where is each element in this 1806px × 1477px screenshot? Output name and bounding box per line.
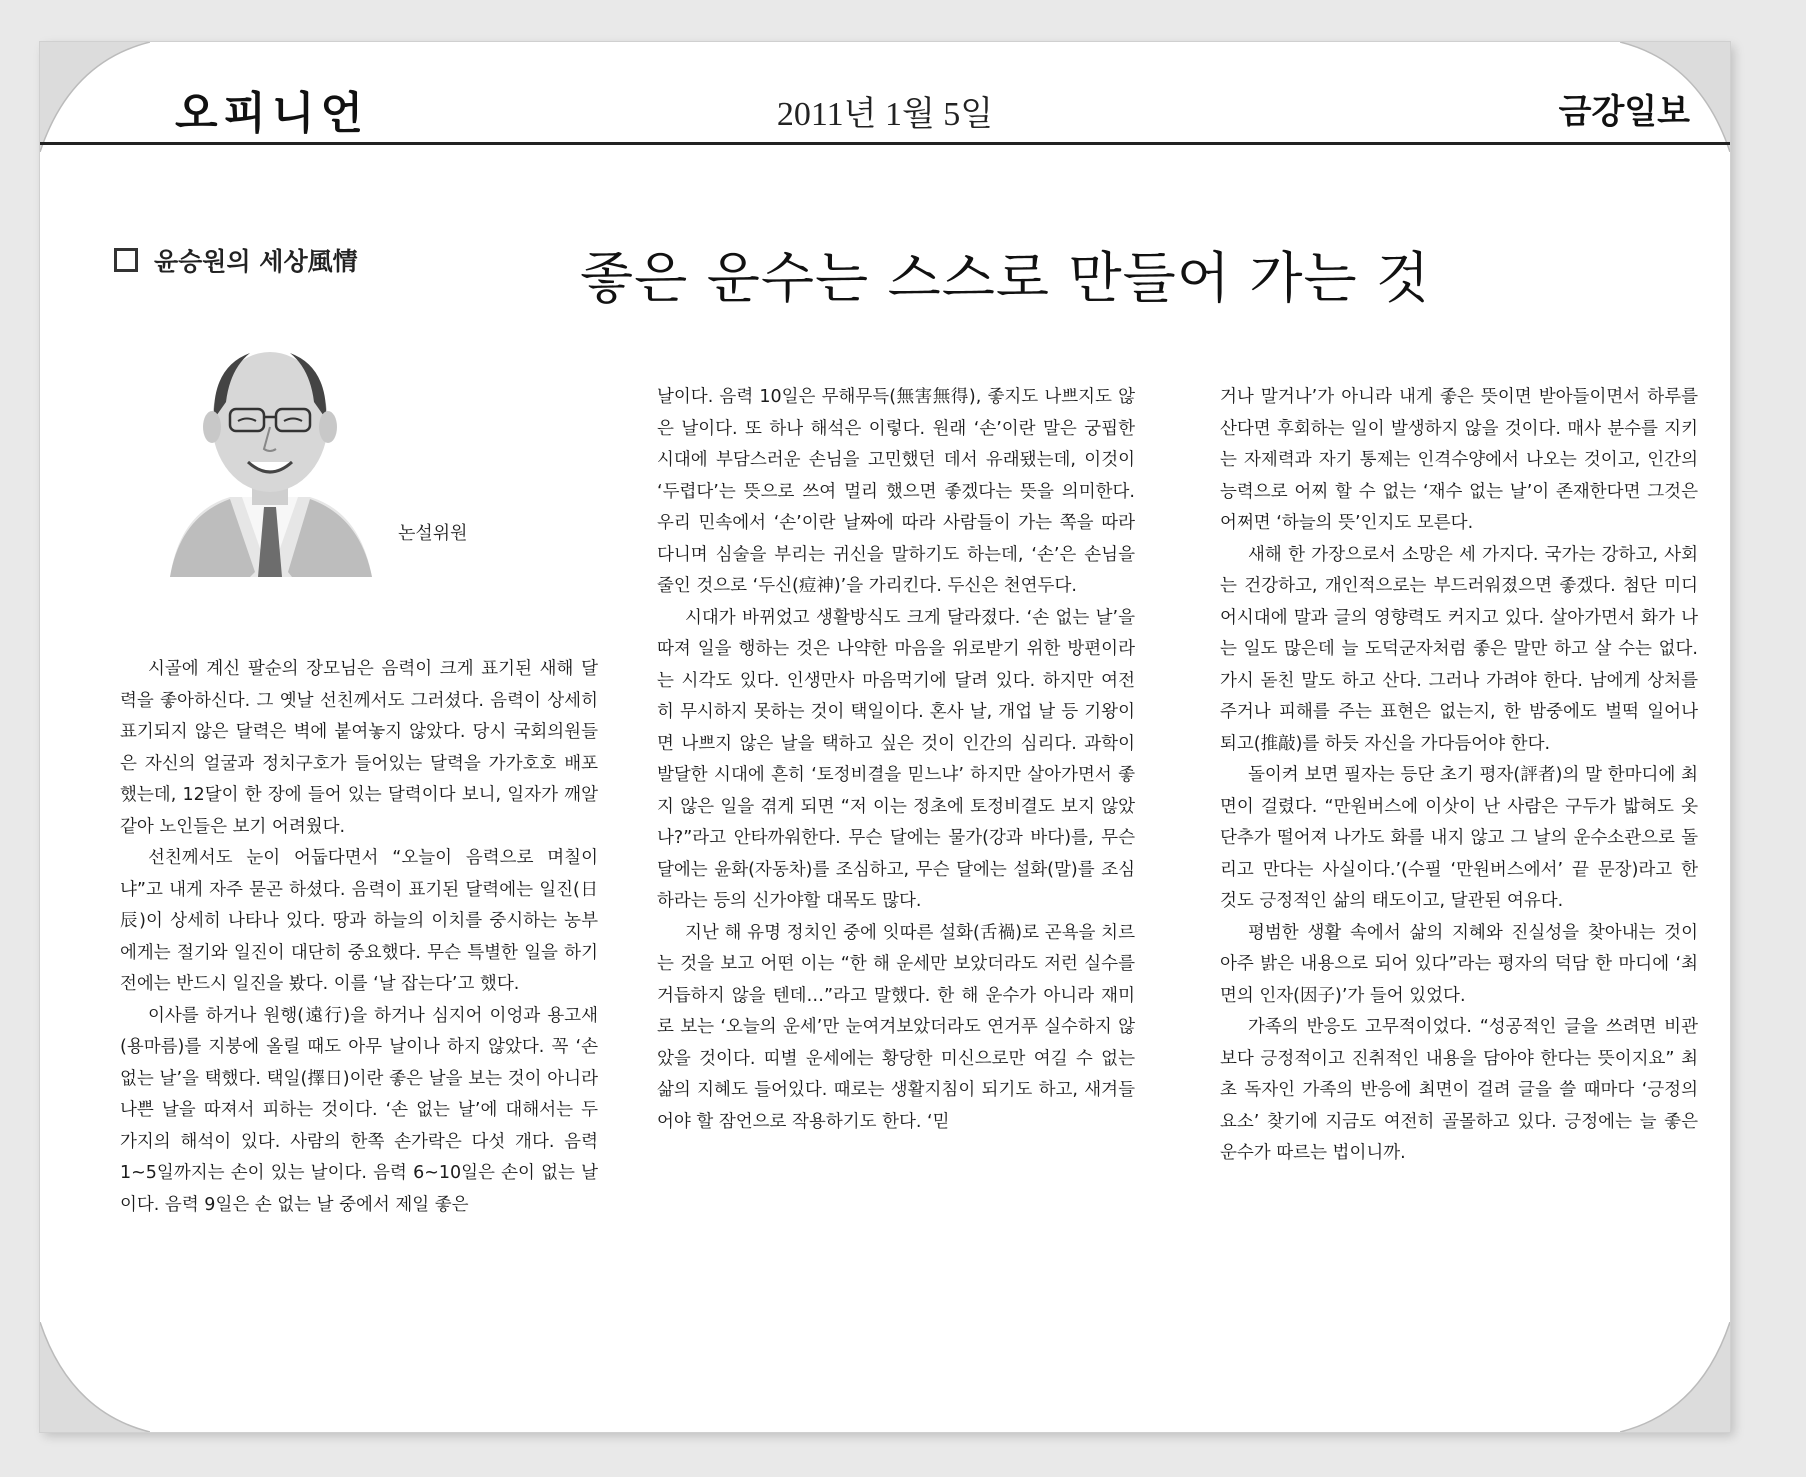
column-label-text: 윤승원의 세상風情	[154, 247, 358, 276]
article-headline: 좋은 운수는 스스로 만들어 가는 것	[580, 246, 1431, 310]
paragraph: 선친께서도 눈이 어둡다면서 “오늘이 음력으로 며칠이냐”고 내게 자주 묻곤 하셨다. 음력이 표기된 달력에는 일진(日辰)이 상세히 나타나 있다. 땅과 하늘의 이치를 중시하는 농부에게는 절기와 일진이 대단히 중요했다. 무슨 특별한 일을 하기 전에는 반드시 일진을 봤다. 이를 ‘날 잡는다’고 했다.	[120, 848, 598, 994]
paragraph: 지난 해 유명 정치인 중에 잇따른 설화(舌禍)로 곤욕을 치르는 것을 보고 어떤 이는 “한 해 운세만 보았더라도 저런 실수를 거듭하지 않을 텐데…”라고 말했다. 한 해 운수가 아니라 재미로 보는 ‘오늘의 운세’만 눈여겨보았더라도 연거푸 실수하지 않았을 것이다. 띠별 운세에는 황당한 미신으로만 여길 수 없는 삶의 지혜도 들어있다. 때로는 생활지침이 되기도 하고, 새겨들어야 할 잠언으로 작용하기도 한다. ‘믿	[657, 922, 1135, 1132]
newspaper-page	[40, 42, 1730, 1432]
paragraph: 돌이켜 보면 필자는 등단 초기 평자(評者)의 말 한마디에 최면이 걸렸다. “만원버스에 이삿이 난 사람은 구두가 밟혀도 옷 단추가 떨어져 나가도 화를 내지 않고 그 날의 운수소관으로 돌리고 만다는 사실이다.’(수필 ‘만원버스에서’ 끝 문장)라고 한 것도 긍정적인 삶의 태도이고, 달관된 여유다.	[1220, 765, 1698, 911]
newspaper-name: 금강일보	[1558, 92, 1690, 132]
paragraph: 날이다. 음력 10일은 무해무득(無害無得), 좋지도 나쁘지도 않은 날이다. 또 하나 해석은 이렇다. 원래 ‘손’이란 말은 궁핍한 시대에 부담스러운 손님을 고민했던 데서 유래됐는데, 이것이 ‘두렵다’는 뜻으로 쓰여 멀리 했으면 좋겠다는 뜻을 의미한다. 우리 민속에서 ‘손’이란 날짜에 따라 사람들이 가는 쪽을 따라 다니며 심술을 부리는 귀신을 말하기도 하는데, ‘손’은 손님을 줄인 것으로 ‘두신(痘神)’을 가리킨다. 두신은 천연두다.	[657, 387, 1135, 596]
paragraph: 평범한 생활 속에서 삶의 지혜와 진실성을 찾아내는 것이 아주 밝은 내용으로 되어 있다”라는 평자의 덕담 한 마디에 ‘최면의 인자(因子)’가 들어 있었다.	[1220, 922, 1698, 1006]
masthead-rule	[40, 142, 1730, 145]
paragraph: 가족의 반응도 고무적이었다. “성공적인 글을 쓰려면 비관보다 긍정적이고 진취적인 내용을 담아야 한다는 뜻이지요” 최초 독자인 가족의 반응에 최면이 걸려 글을 쓸 때마다 ‘긍정의 요소’ 찾기에 지금도 여전히 골몰하고 있다. 긍정에는 늘 좋은 운수가 따르는 법이니까.	[1220, 1017, 1698, 1163]
paragraph: 시대가 바뀌었고 생활방식도 크게 달라졌다. ‘손 없는 날’을 따져 일을 행하는 것은 나약한 마음을 위로받기 위한 방편이라는 시각도 있다. 인생만사 마음먹기에 달려 있다. 하지만 여전히 무시하지 못하는 것이 택일이다. 혼사 날, 개업 날 등 기왕이면 나쁘지 않은 날을 택하고 싶은 것이 인간의 심리다. 과학이 발달한 시대에 흔히 ‘토정비결을 믿느냐’ 하지만 살아가면서 좋지 않은 일을 겪게 되면 “저 이는 정초에 토정비결도 보지 않았나?”라고 안타까워한다. 무슨 달에는 물가(강과 바다)를, 무슨 달에는 윤화(자동차)를 조심하고, 무슨 달에는 설화(말)를 조심하라는 등의 신가야할 대목도 많다.	[657, 607, 1135, 911]
paragraph: 새해 한 가장으로서 소망은 세 가지다. 국가는 강하고, 사회는 건강하고, 개인적으로는 부드러워졌으면 좋겠다. 첨단 미디어시대에 말과 글의 영향력도 커지고 있다. 살아가면서 화가 나는 일도 많은데 늘 도덕군자처럼 좋은 말만 하고 살 수는 없다. 가시 돋친 말도 하고 산다. 그러나 가려야 한다. 남에게 상처를 주거나 피해를 주는 표현은 없는지, 한 밤중에도 벌떡 일어나 퇴고(推敲)를 하듯 자신을 가다듬어야 한다.	[1220, 544, 1698, 754]
article-column-3	[1220, 382, 1698, 1432]
paragraph: 시골에 계신 팔순의 장모님은 음력이 크게 표기된 새해 달력을 좋아하신다. 그 옛날 선친께서도 그러셨다. 음력이 상세히 표기되지 않은 달력은 벽에 붙여놓지 않았다. 당시 국회의원들은 자신의 얼굴과 정치구호가 들어있는 달력을 가가호호 배포했는데, 12달이 한 장에 들어 있는 달력이다 보니, 일자가 깨알 같아 노인들은 보기 어려웠다.	[120, 659, 598, 837]
author-title: 논설위원	[398, 523, 468, 544]
section-title: 오피니언	[175, 88, 370, 139]
column-label	[114, 242, 358, 278]
square-bullet-icon	[114, 248, 138, 272]
paragraph: 이사를 하거나 원행(遠行)을 하거나 심지어 이엉과 용고새(용마름)를 지붕에 올릴 때도 아무 날이나 하지 않았다. 꼭 ‘손 없는 날’을 택했다. 택일(擇日)이란 좋은 날을 보는 것이 아니라 나쁜 날을 따져서 피하는 것이다. ‘손 없는 날’에 대해서는 두 가지의 해석이 있다. 사람의 한쪽 손가락은 다섯 개다. 음력 1~5일까지는 손이 있는 날이다. 음력 6~10일은 손이 없는 날이다. 음력 9일은 손 없는 날 중에서 제일 좋은	[120, 1005, 598, 1215]
article-column-2	[657, 382, 1135, 1432]
publication-date: 2011년 1월 5일	[776, 96, 994, 133]
author-portrait	[160, 327, 380, 577]
masthead	[40, 42, 1730, 152]
article-column-1	[120, 654, 598, 1414]
paragraph: 거나 말거나’가 아니라 내게 좋은 뜻이면 받아들이면서 하루를 산다면 후회하는 일이 발생하지 않을 것이다. 매사 분수를 지키는 자제력과 자기 통제는 인격수양에서 나오는 것이고, 인간의 능력으로 어찌 할 수 없는 ‘재수 없는 날’이 존재한다면 그것은 어쩌면 ‘하늘의 뜻’인지도 모른다.	[1220, 387, 1699, 533]
